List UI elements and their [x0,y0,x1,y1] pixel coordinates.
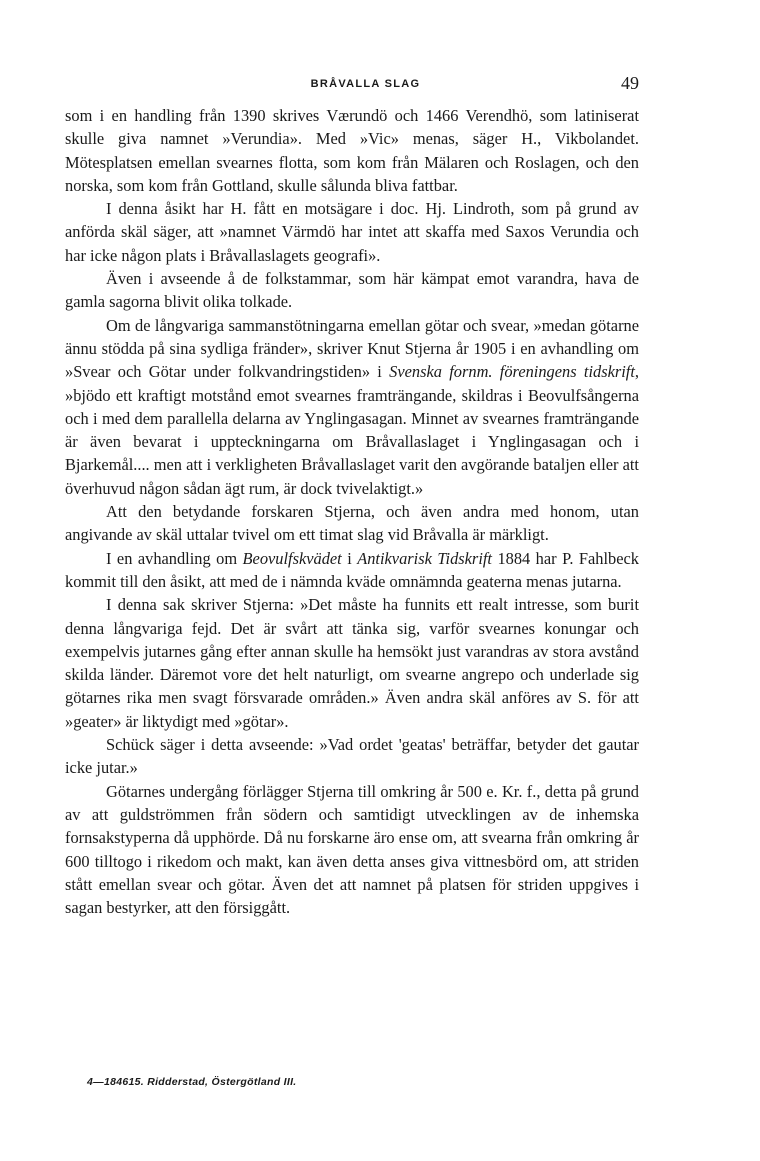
body-text [65,104,639,919]
paragraph [65,547,639,594]
running-head [92,73,639,97]
paragraph [65,104,639,197]
paragraph-text: I denna åsikt har H. fått en motsägare i doc. Hj. Lindroth, som på grund av anförda skäl säger, att »namnet Värmdö har intet att skaffa med Saxos Verundia och har icke någon plats i Bråvallaslagets geografi». [65,199,639,265]
paragraph [65,593,639,733]
printer-signature: 4—184615. Ridderstad, Östergötland III. [87,1076,297,1088]
running-title: BRÅVALLA SLAG [310,78,421,90]
paragraph-text: 1884 har P. Fahlbeck kommit till den åsikt, att med de i nämnda kväde omnämnda geaterna menas jutarna. [65,548,639,591]
italic-title-text: Svenska fornm. föreningens tidskrift [389,362,635,382]
paragraph-text: Även i avseende å de folkstammar, som här kämpat emot varandra, hava de gamla sagorna blivit olika tolkade. [65,269,639,312]
paragraph-text: Om de långvariga sammanstötningarna emellan götar och svear, »medan götarne ännu stödda på sina sydliga fränder», skriver Knut Stjerna år 1905 i en avhandling om »Svear och Götar under folkvandringstiden» i [65,315,639,382]
paragraph-text: , »bjödo ett kraftigt motstånd emot svearnes framträngande, skildras i Beovulfsångerna och i med dem parallella delarna av Ynglingasagan. Minnet av svearnes framträngande är även bevarat i uppteckningarna om Bråvallaslaget i Ynglingasagan och i Bjarkemål.... men att i verkligheten Bråvallaslaget varit den avgörande bataljen eller att överhuvud någon sådan ägt rum, är dock tvivelaktigt.» [65,362,639,498]
paragraph-text: som i en handling från 1390 skrives Værundö och 1466 Verendhö, som latiniserat skulle giva namnet »Verundia». Med »Vic» menas, säger H., Vikbolandet. Mötesplatsen emellan svearnes flotta, som kom från Mälaren och Roslagen, och den norska, som kom från Gottland, skulle sålunda bliva fattbar. [65,106,639,195]
paragraph [65,197,639,267]
paragraph-text: I denna sak skriver Stjerna: »Det måste ha funnits ett realt intresse, som burit denna långvariga fejd. Det är svårt att tänka sig, varför svearnes konungar och exempelvis jutarnes gång efter annan skulle ha hemsökt just varandras av stora avstånd skilda länder. Däremot vore det helt naturligt, om svearne angrepo och underlade sig götarnes rika men svagt försvarade områden.» Även andra skäl anföres av S. för att »geater» är liktydigt med »götar». [65,595,639,731]
paragraph-text: I en avhandling om [106,548,243,568]
paragraph-text: i [341,548,358,568]
italic-title-text: Antikvarisk Tidskrift [357,548,492,568]
paragraph [65,733,639,780]
paragraph [65,314,639,500]
italic-title-text: Beovulfskvädet [242,548,342,568]
paragraph-text: Att den betydande forskaren Stjerna, och även andra med honom, utan angivande av skäl uttalar tvivel om ett timat slag vid Bråvalla är märkligt. [65,502,639,545]
paragraph-text: Götarnes undergång förlägger Stjerna till omkring år 500 e. Kr. f., detta på grund av att guldströmmen från södern och samtidigt utvecklingen av de inhemska fornsakstyperna då upphörde. Då nu forskarne äro ense om, att svearna från omkring år 600 tilltogo i rikedom och makt, kan även detta anses giva vittnesbörd om, att striden stått emellan svear och götar. Även det att namnet på platsen för striden uppgives i sagan bestyrker, att den försiggått. [65,781,639,918]
paragraph [65,267,639,314]
paragraph [65,500,639,547]
paragraph-text: Schück säger i detta avseende: »Vad ordet 'geatas' beträffar, betyder det gautar icke jutar.» [65,735,639,778]
page-number: 49 [621,73,639,93]
paragraph [65,780,639,920]
